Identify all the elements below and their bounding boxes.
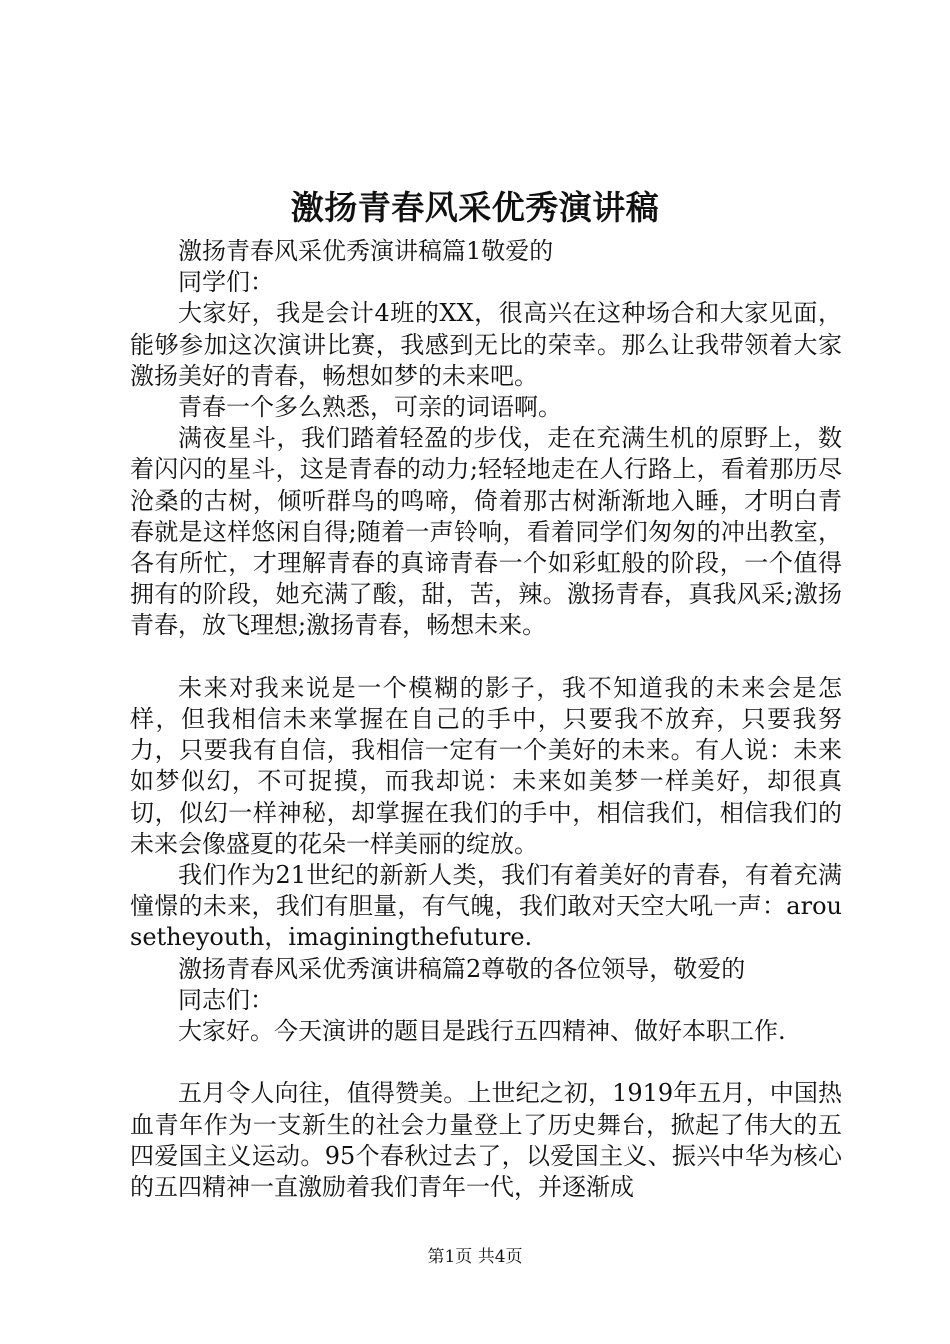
paragraph: 未来对我来说是一个模糊的影子，我不知道我的未来会是怎样，但我相信未来掌握在自己的手中，只要我不放弃，只要我努力，只要我有自信，我相信一定有一个美好的未来。有人说：未来如梦似幻，不可捉摸，而我却说：未来如美梦一样美好，却很真切，似幻一样神秘，却掌握在我们的手中，相信我们，相信我们的未来会像盛夏的花朵一样美丽的绽放。 — [130, 673, 842, 858]
paragraph: 大家好，我是会计4班的XX，很高兴在这种场合和大家见面，能够参加这次演讲比赛，我感到无比的荣幸。那么让我带领着大家激扬美好的青春，畅想如梦的未来吧。 — [130, 299, 842, 390]
paragraph: 我们作为21世纪的新新人类，我们有着美好的青春，有着充满憧憬的未来，我们有胆量，有气魄，我们敢对天空大吼一声：arousetheyouth，imaginingthefuture. — [130, 861, 842, 952]
paragraph: 满夜星斗，我们踏着轻盈的步伐，走在充满生机的原野上，数着闪闪的星斗，这是青春的动力;轻轻地走在人行路上，看着那历尽沧桑的古树，倾听群鸟的鸣啼，倚着那古树渐渐地入睡，才明白青春就是这样悠闲自得;随着一声铃响，看着同学们匆匆的冲出教室，各有所忙，才理解青春的真谛青春一个如彩虹般的阶段，一个值得拥有的阶段，她充满了酸，甜，苦，辣。激扬青春，真我风采;激扬青春，放飞理想;激扬青春，畅想未来。 — [130, 424, 842, 640]
document-body — [130, 236, 842, 1203]
paragraph: 五月令人向往，值得赞美。上世纪之初，1919年五月，中国热血青年作为一支新生的社会力量登上了历史舞台，掀起了伟大的五四爱国主义运动。95个春秋过去了，以爱国主义、振兴中华为核心的五四精神一直激励着我们青年一代，并逐渐成 — [130, 1079, 842, 1202]
document-title: 激扬青春风采优秀演讲稿 — [290, 188, 660, 227]
paragraph: 同志们： — [178, 985, 274, 1014]
page-number-footer: 第1页 共4页 — [427, 1247, 523, 1267]
paragraph: 大家好。今天演讲的题目是践行五四精神、做好本职工作. — [178, 1017, 786, 1046]
paragraph: 激扬青春风采优秀演讲稿篇1敬爱的 — [178, 237, 554, 265]
paragraph: 激扬青春风采优秀演讲稿篇2尊敬的各位领导，敬爱的 — [178, 954, 746, 983]
paragraph: 同学们： — [178, 268, 274, 297]
paragraph: 青春一个多么熟悉，可亲的词语啊。 — [178, 393, 562, 422]
